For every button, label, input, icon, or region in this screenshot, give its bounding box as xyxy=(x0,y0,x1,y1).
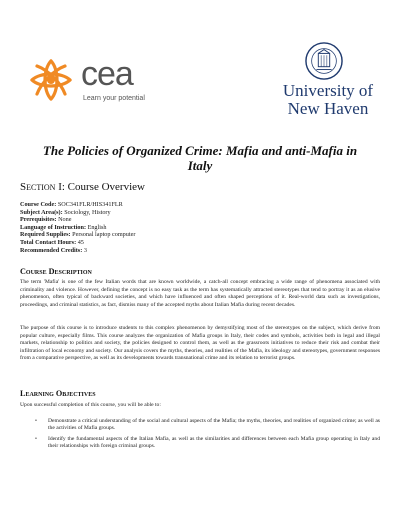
info-value: English xyxy=(87,223,107,231)
learning-objectives-intro: Upon successful completion of this course, you will be able to: xyxy=(20,402,161,408)
unh-name-line1: University of xyxy=(282,81,374,100)
unh-logo xyxy=(268,42,378,122)
unh-name-line2: New Haven xyxy=(287,99,369,118)
info-key: Subject Area(s): xyxy=(20,208,63,216)
course-description-paragraph-1: The term 'Mafia' is one of the few Italian words that are known worldwide, a catch-all concept embracing a wide range of phenomena associated with criminality and violence. However, defining the concept is no easy task as the term has systematically attracted stereotypes that tend to portray it as an elusive phenomenon, often typical of backward societies, and which have influenced and often shaped perceptions of it. Real-world data such as investigations, proceedings, and criminal statistics, as fact, dismiss many of the accepted myths about Italian Mafia during recent decades. xyxy=(20,279,380,308)
info-value: 45 xyxy=(77,238,84,246)
list-item-text: Demonstrate a critical understanding of the social and cultural aspects of the Mafia; the myths, theories, and realities of organized crime; as well as the activities of Mafia groups. xyxy=(48,418,380,432)
info-key: Language of Instruction: xyxy=(20,223,87,231)
unh-seal-icon xyxy=(305,42,343,80)
course-info xyxy=(20,201,135,254)
cea-sun-icon xyxy=(26,55,76,105)
info-row-subject xyxy=(20,209,135,217)
cea-logo xyxy=(26,55,166,107)
info-key: Recommended Credits: xyxy=(20,246,83,254)
document-title: The Policies of Organized Crime: Mafia and anti-Mafia in Italy xyxy=(42,143,358,173)
info-row-course-code xyxy=(20,201,135,209)
bullet-icon: • xyxy=(35,418,37,424)
section-name: Course Overview xyxy=(67,181,145,193)
course-description-paragraph-2: The purpose of this course is to introduce students to this complex phenomenon by demystifying most of the stereotypes on the subject, which derive from popular culture, especially films. This course analyzes the organization of Mafia groups in Italy, their codes and symbols, activities both in legal and illegal markets, relationship to politics and society, the policies designed to control them, as well as the grassroots initiatives to reduce their risk and combat their infiltration of local economy and society. Our analysis covers the myths, theories, and realities of the Mafia, its ideology and stereotypes, government responses from a comparative perspective, as well as its developments towards transnational crime and its relation to terrorist groups. xyxy=(20,325,380,362)
section-heading: Section I: Course Overview xyxy=(20,181,145,193)
list-item xyxy=(20,418,380,433)
info-value: SOC341FLR/HIS341FLR xyxy=(57,201,123,208)
info-row-language xyxy=(20,224,135,232)
section-label: Section I xyxy=(20,181,62,193)
learning-objectives-heading: Learning Objectives xyxy=(20,389,96,398)
info-row-contact-hours xyxy=(20,239,135,247)
bullet-icon: • xyxy=(35,435,37,442)
info-value: 3 xyxy=(83,246,87,254)
info-value: None xyxy=(58,216,72,224)
info-value: Sociology, History xyxy=(64,208,111,216)
cea-tagline: Learn your potential xyxy=(83,95,145,102)
info-row-supplies xyxy=(20,231,135,239)
learning-objectives-list xyxy=(20,415,380,451)
list-item-text: Identify the fundamental aspects of the Italian Mafia, as well as the similarities and differences between each Mafia group operating in Italy and their relationships with foreign criminal groups. xyxy=(48,435,380,450)
info-row-prerequisites xyxy=(20,216,135,224)
info-row-credits xyxy=(20,247,135,255)
course-description-heading: Course Description xyxy=(20,267,92,276)
list-item xyxy=(20,436,380,451)
info-key: Required Supplies: xyxy=(20,231,71,239)
info-key: Course Code: xyxy=(20,201,57,208)
cea-wordmark: cea xyxy=(81,55,133,93)
info-key: Prerequisites: xyxy=(20,216,57,224)
info-key: Total Contact Hours: xyxy=(20,238,77,246)
info-value: Personal laptop computer xyxy=(72,231,136,239)
